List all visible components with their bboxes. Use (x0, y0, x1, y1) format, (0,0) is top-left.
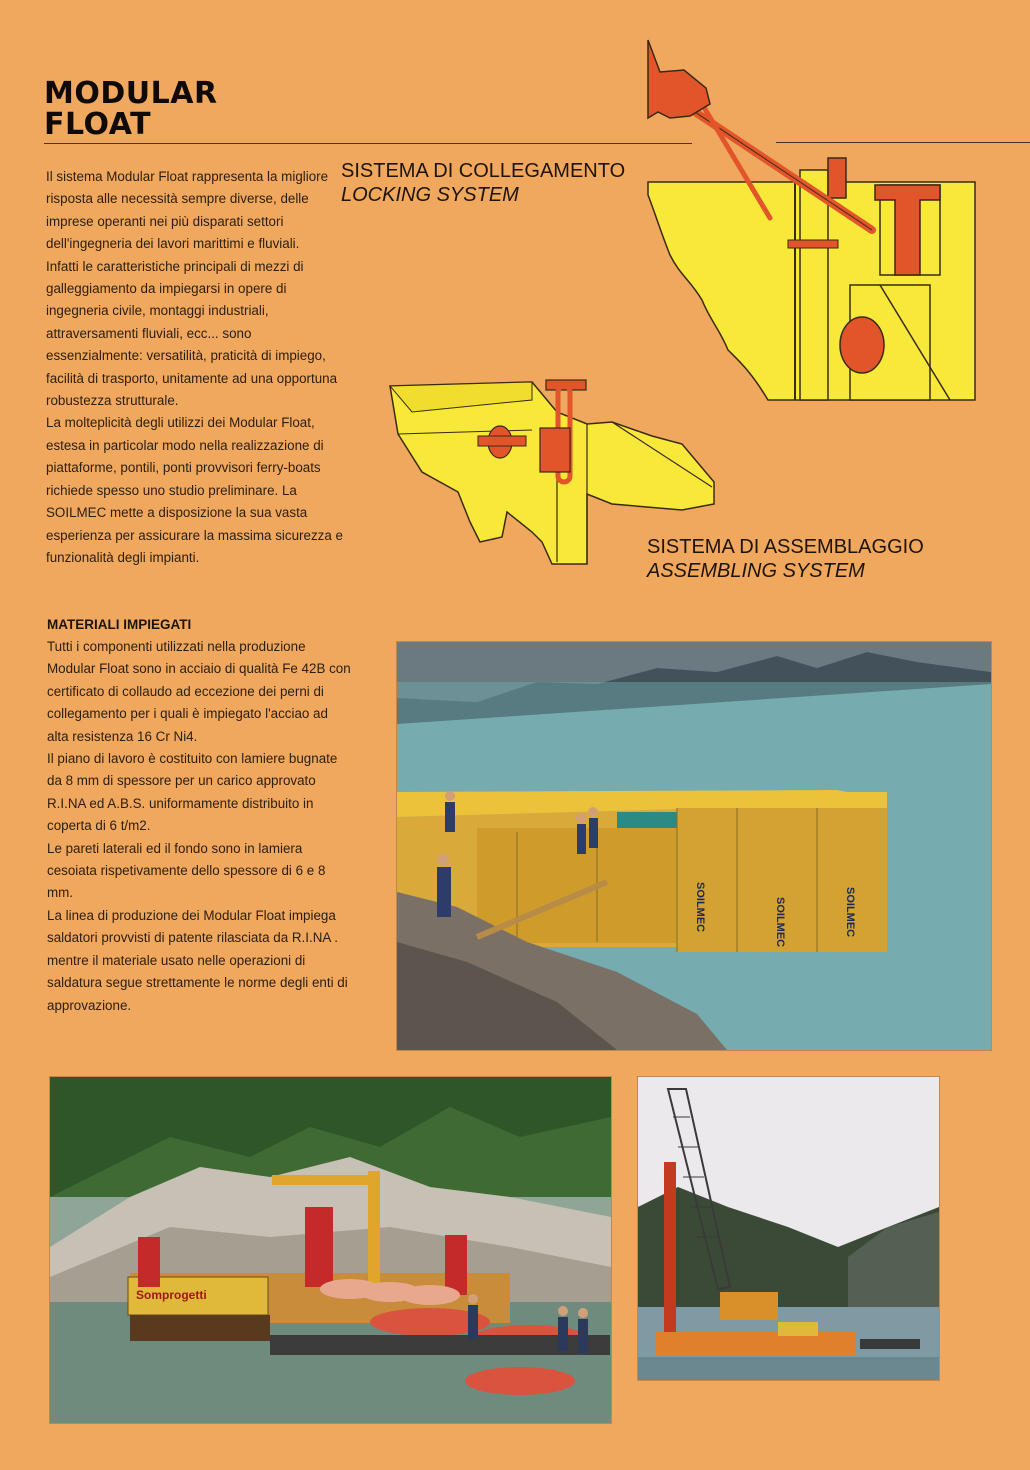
intro-paragraph: Infatti le caratteristiche principali di mezzi di galleggiamento da impiegarsi in opere di ingegneria civile, montaggi industriali, attraversamenti fluviali, ecc... sono essenzialmente: versatilità, praticità di impiego, facilità di trasporto, unitamente ad una opportuna robustezza strutturale. (46, 258, 338, 409)
locking-diagram-svg (640, 30, 980, 405)
assembling-diagram-svg (382, 372, 722, 567)
materials-paragraph: Tutti i componenti utilizzati nella produzione Modular Float sono in acciaio di qualità Fe 42B con certificato di collaudo ad eccezione dei perni di collegamento per i quali è impiegato l'acciao ad alta resistenza 16 Cr Ni4. (47, 639, 351, 744)
assembling-caption-it: SISTEMA DI ASSEMBLAGGIO (647, 536, 924, 558)
locking-caption-en: LOCKING SYSTEM (341, 184, 519, 206)
title-line-2: FLOAT (44, 107, 152, 142)
locking-caption-it: SISTEMA DI COLLEGAMENTO (341, 160, 626, 182)
intro-paragraph: La molteplicità degli utilizzi dei Modular Float, estesa in particolar modo nella realizzazione di piattaforme, pontili, ponti provvisori ferry-boats richiede spesso uno studio preliminare. La SOILMEC mette a disposizione la sua vasta esperienza per assicurare la massima sicurezza e funzionalità degli impianti. (46, 415, 343, 565)
barge-sign-label: Somprogetti (136, 1288, 207, 1302)
pontoon-label: SOILMEC (844, 887, 856, 938)
materials-paragraph: La linea di produzione dei Modular Float impiega saldatori provvisti di patente rilasciata da R.I.NA . mentre il materiale usato nelle operazioni di saldatura segue strettamente le norme degli enti di approvazione. (47, 907, 348, 1013)
locking-system-diagram (640, 30, 980, 405)
intro-text (46, 166, 351, 569)
materials-paragraph: Il piano di lavoro è costituito con lamiere bugnate da 8 mm di spessore per un carico approvato R.I.NA ed A.B.S. uniformamente distribuito in coperta di 6 t/m2. (47, 751, 338, 834)
assembling-caption-en: ASSEMBLING SYSTEM (647, 560, 865, 582)
locking-system-caption (341, 159, 625, 207)
title-line-1: MODULAR (44, 76, 218, 111)
work-barge-photo (50, 1077, 611, 1423)
materials-text (47, 636, 352, 1017)
assembling-system-diagram (382, 372, 722, 567)
materials-heading: MATERIALI IMPIEGATI (47, 617, 192, 632)
pontoon-label: SOILMEC (694, 882, 706, 933)
pontoon-label: SOILMEC (774, 897, 786, 948)
materials-paragraph: Le pareti laterali ed il fondo sono in lamiera cesoiata rispetivamente dello spessore di 6 e 8 mm. (47, 840, 326, 901)
header-rule-left (44, 143, 692, 144)
pontoon-assembly-photo (397, 642, 991, 1050)
intro-paragraph: Il sistema Modular Float rappresenta la migliore risposta alle necessità sempre diverse, delle imprese operanti nei più disparati settori dell'ingegneria dei lavori marittimi e fluviali. (46, 169, 329, 252)
page-title (44, 78, 218, 140)
crane-pontoon-photo (638, 1077, 939, 1380)
